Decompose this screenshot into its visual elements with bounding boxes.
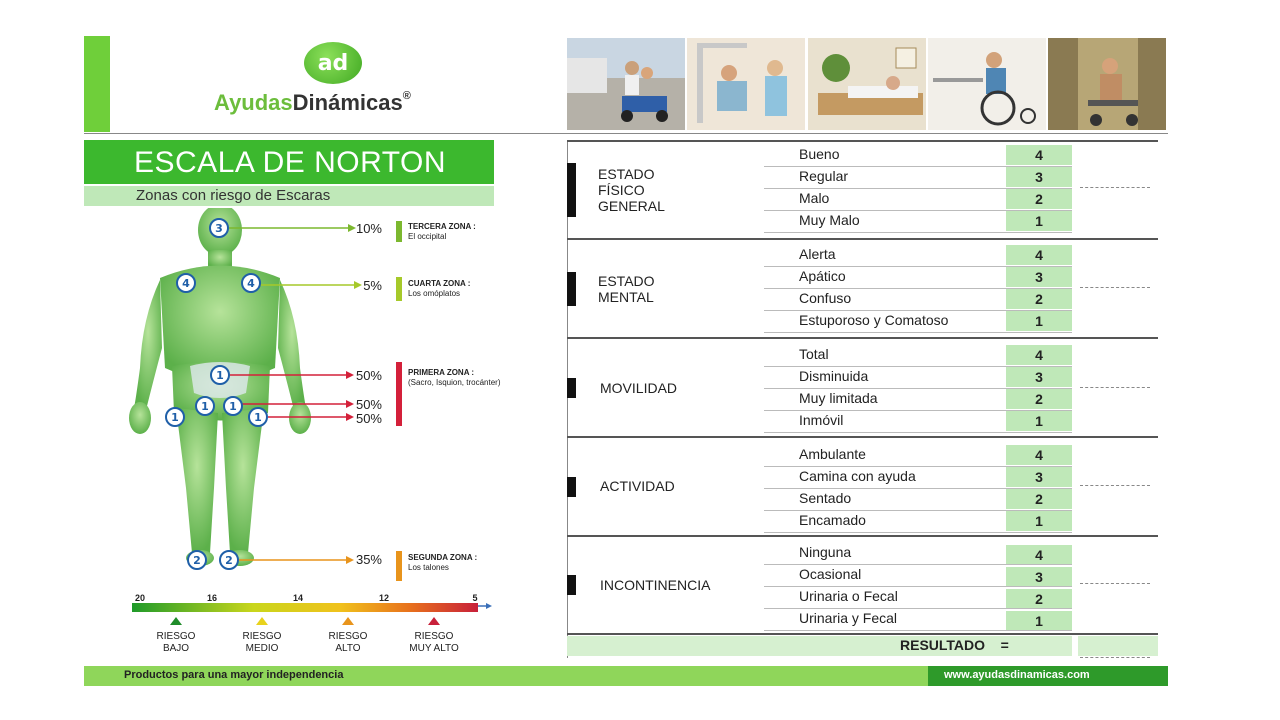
svg-text:1: 1 — [229, 400, 237, 413]
risk-low-line1: RIESGO — [156, 631, 196, 642]
section4-score2: 3 — [1006, 467, 1072, 487]
section3-row-sep2 — [764, 388, 1072, 389]
section5-option2: Ocasional — [799, 566, 862, 582]
svg-text:2: 2 — [225, 554, 233, 567]
section1-top-line — [567, 140, 1158, 142]
section1-row-sep4 — [764, 232, 1072, 233]
section5-row-sep1 — [764, 564, 1072, 565]
result-top-line — [567, 633, 1158, 635]
section1-cat-line1: ESTADO — [598, 166, 655, 182]
section3-row-sep1 — [764, 366, 1072, 367]
svg-text:4: 4 — [182, 277, 190, 290]
brand-logo — [304, 42, 362, 84]
section2-row-sep3 — [764, 310, 1072, 311]
zone2-title: SEGUNDA ZONA : — [408, 553, 478, 562]
section3-option4: Inmóvil — [799, 412, 844, 428]
zone2-color-bar — [396, 551, 402, 581]
section3-row-sep4 — [764, 432, 1072, 433]
section3-marker — [567, 378, 576, 398]
risk-marker-low — [170, 617, 182, 625]
risk-very-high-line2: MUY ALTO — [409, 643, 459, 654]
risk-medium-line2: MEDIO — [245, 643, 279, 654]
photo-bed — [808, 38, 926, 130]
zone1-percent-2: 50% — [355, 397, 382, 412]
section3-row-sep3 — [764, 410, 1072, 411]
section2-category — [598, 273, 655, 305]
risk-medium — [227, 631, 297, 655]
svg-text:4: 4 — [247, 277, 255, 290]
section4-option4: Encamado — [799, 512, 866, 528]
photo-scooter — [567, 38, 685, 130]
photo-shower-chair-image — [1048, 38, 1166, 130]
photo-wheelchair — [928, 38, 1046, 130]
zone2-desc: Los talones — [408, 563, 449, 572]
zone1-color-bar — [396, 362, 402, 426]
section5-top-line — [567, 535, 1158, 537]
zone-arrows — [90, 215, 390, 575]
section4-option3: Sentado — [799, 490, 852, 506]
photo-hoist — [687, 38, 805, 130]
section5-row-sep4 — [764, 630, 1072, 631]
photo-wheelchair-image — [928, 38, 1046, 130]
section4-option2: Camina con ayuda — [799, 468, 916, 484]
photo-scooter-image — [567, 38, 685, 130]
section2-row-sep1 — [764, 266, 1072, 267]
result-label — [900, 637, 1009, 653]
brand-name-part1: Ayudas — [214, 90, 293, 115]
section4-row-sep1 — [764, 466, 1072, 467]
section5-row-sep2 — [764, 586, 1072, 587]
scale-number-14: 14 — [292, 593, 303, 603]
brand-name-part2: Dinámicas — [292, 90, 403, 115]
section3-score4: 1 — [1006, 411, 1072, 431]
risk-very-high — [399, 631, 469, 655]
section1-row-sep2 — [764, 188, 1072, 189]
section2-row-sep2 — [764, 288, 1072, 289]
section3-score2: 3 — [1006, 367, 1072, 387]
risk-very-high-line1: RIESGO — [414, 631, 454, 642]
section5-marker — [567, 575, 576, 595]
zone1-percent-3: 50% — [355, 411, 382, 426]
risk-marker-high — [342, 617, 354, 625]
section1-score4: 1 — [1006, 211, 1072, 231]
section2-cat-line1: ESTADO — [598, 273, 655, 289]
svg-text:1: 1 — [216, 369, 224, 382]
section3-score1: 4 — [1006, 345, 1072, 365]
section1-option1: Bueno — [799, 146, 840, 162]
scale-number-12: 12 — [378, 593, 389, 603]
photo-shower-chair — [1048, 38, 1166, 130]
section2-result-field[interactable] — [1080, 287, 1150, 288]
page-title: ESCALA DE NORTON — [84, 140, 494, 184]
risk-marker-medium — [256, 617, 268, 625]
section3-option1: Total — [799, 346, 829, 362]
section1-score2: 3 — [1006, 167, 1072, 187]
section2-score3: 2 — [1006, 289, 1072, 309]
section2-marker — [567, 272, 576, 306]
zone2-percent: 35% — [355, 552, 382, 567]
scale-number-16: 16 — [206, 593, 217, 603]
result-total-field[interactable] — [1078, 636, 1158, 656]
section1-score3: 2 — [1006, 189, 1072, 209]
brand-name — [214, 90, 411, 116]
section2-option3: Confuso — [799, 290, 852, 306]
brand-accent-bar — [84, 36, 110, 132]
risk-medium-line1: RIESGO — [242, 631, 282, 642]
scale-number-20: 20 — [134, 593, 145, 603]
page-subtitle: Zonas con riesgo de Escaras — [84, 186, 494, 206]
section4-top-line — [567, 436, 1158, 438]
section1-category — [598, 166, 665, 214]
zone1-desc: (Sacro, Isquion, trocánter) — [408, 378, 501, 387]
section1-option2: Regular — [799, 168, 849, 184]
risk-low-line2: BAJO — [162, 643, 190, 654]
section3-top-line — [567, 337, 1158, 339]
risk-high-line1: RIESGO — [328, 631, 368, 642]
footer-url-link[interactable]: www.ayudasdinamicas.com — [944, 669, 1090, 681]
section1-row-sep3 — [764, 210, 1072, 211]
section2-option4: Estuporoso y Comatoso — [799, 312, 949, 328]
section4-score1: 4 — [1006, 445, 1072, 465]
section5-score2: 3 — [1006, 567, 1072, 587]
section4-score4: 1 — [1006, 511, 1072, 531]
section4-row-sep4 — [764, 532, 1072, 533]
result-total-underline — [1080, 657, 1150, 658]
section4-row-sep3 — [764, 510, 1072, 511]
section2-score1: 4 — [1006, 245, 1072, 265]
section3-option2: Disminuida — [799, 368, 869, 384]
zone4-desc: Los omóplatos — [408, 289, 461, 298]
risk-high — [313, 631, 383, 655]
risk-marker-very-high — [428, 617, 440, 625]
section1-marker — [567, 163, 576, 217]
section3-result-field[interactable] — [1080, 387, 1150, 388]
section2-option2: Apático — [799, 268, 846, 284]
brand-registered-mark: ® — [402, 90, 411, 102]
section5-result-field[interactable] — [1080, 583, 1150, 584]
section5-score4: 1 — [1006, 611, 1072, 631]
section5-score1: 4 — [1006, 545, 1072, 565]
section2-option1: Alerta — [799, 246, 836, 262]
section4-category: ACTIVIDAD — [600, 478, 675, 494]
section1-result-field[interactable] — [1080, 187, 1150, 188]
zone3-title: TERCERA ZONA : — [408, 222, 476, 231]
zone4-percent: 5% — [363, 278, 382, 293]
section4-result-field[interactable] — [1080, 485, 1150, 486]
section3-category: MOVILIDAD — [600, 380, 678, 396]
zone1-title: PRIMERA ZONA : — [408, 368, 475, 377]
zone3-percent: 10% — [355, 221, 382, 236]
result-label-text: RESULTADO — [900, 637, 986, 653]
section4-score3: 2 — [1006, 489, 1072, 509]
zone3-marker-text: 3 — [215, 222, 223, 235]
section2-score2: 3 — [1006, 267, 1072, 287]
section2-score4: 1 — [1006, 311, 1072, 331]
section4-option1: Ambulante — [799, 446, 866, 462]
section5-option3: Urinaria o Fecal — [799, 588, 898, 604]
section2-row-sep4 — [764, 332, 1072, 333]
zone3-desc: El occipital — [408, 232, 447, 241]
header-divider — [84, 133, 1168, 134]
section5-row-sep3 — [764, 608, 1072, 609]
section1-row-sep1 — [764, 166, 1072, 167]
section1-score1: 4 — [1006, 145, 1072, 165]
risk-gradient-bar — [130, 603, 492, 625]
section2-cat-line2: MENTAL — [598, 289, 654, 305]
section1-option4: Muy Malo — [799, 212, 860, 228]
svg-text:1: 1 — [254, 411, 262, 424]
svg-text:1: 1 — [171, 411, 179, 424]
zone4-color-bar — [396, 277, 402, 301]
section1-cat-line2: FÍSICO — [598, 182, 645, 198]
logo-text: ad — [317, 50, 349, 76]
photo-hoist-image — [687, 38, 805, 130]
section3-score3: 2 — [1006, 389, 1072, 409]
result-equals: = — [1000, 637, 1009, 653]
footer-tagline: Productos para una mayor independencia — [124, 669, 344, 681]
section5-category: INCONTINENCIA — [600, 577, 711, 593]
section4-row-sep2 — [764, 488, 1072, 489]
svg-text:2: 2 — [193, 554, 201, 567]
section5-score3: 2 — [1006, 589, 1072, 609]
zone1-percent: 50% — [355, 368, 382, 383]
risk-low — [141, 631, 211, 655]
zone4-title: CUARTA ZONA : — [408, 279, 471, 288]
photo-bed-image — [808, 38, 926, 130]
zone3-color-bar — [396, 221, 402, 242]
scale-number-5: 5 — [472, 593, 478, 603]
section5-option4: Urinaria y Fecal — [799, 610, 898, 626]
section4-marker — [567, 477, 576, 497]
section5-option1: Ninguna — [799, 544, 852, 560]
svg-text:1: 1 — [201, 400, 209, 413]
section1-cat-line3: GENERAL — [598, 198, 665, 214]
section2-top-line — [567, 238, 1158, 240]
section1-option3: Malo — [799, 190, 830, 206]
section3-option3: Muy limitada — [799, 390, 878, 406]
risk-high-line2: ALTO — [335, 643, 361, 654]
